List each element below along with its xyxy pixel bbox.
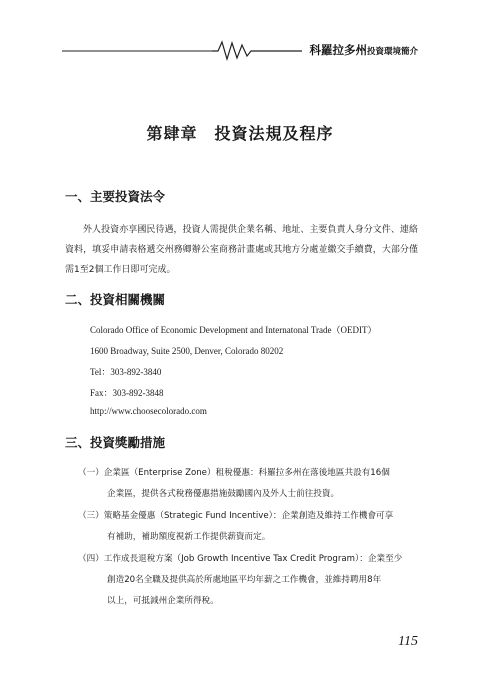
page-number: 115	[398, 634, 418, 649]
chapter-title: 第肆章 投資法規及程序	[146, 124, 334, 143]
section-title-related-agencies: 二、投資相關機關	[65, 292, 166, 307]
agency-name: Colorado Office of Economic Development and Internatonal Trade（OEDIT）	[90, 325, 377, 335]
agency-tel: Tel：303-892-3840	[90, 367, 162, 377]
agency-address: 1600 Broadway, Suite 2500, Denver, Colorado 80202	[90, 346, 284, 356]
section-title-incentives: 三、投資獎勵措施	[65, 435, 166, 450]
incentive-item-strategic-fund: （三）策略基金優惠（Strategic Fund Incentive）：企業創造及維持工作機會可享 有補助，補助額度視新工作提供薪資而定。	[78, 511, 394, 542]
running-header	[62, 38, 418, 62]
agency-fax: Fax：303-892-3848	[90, 388, 164, 398]
section-title-investment-laws: 一、主要投資法令	[65, 189, 166, 204]
agency-website-link[interactable]: http://www.choosecolorado.com	[90, 406, 207, 416]
incentive-item-enterprise-zone: （一）企業區（Enterprise Zone）租稅優惠：科羅拉多州在落後地區共設有16個 企業區，提供各式稅務優惠措施鼓勵國內及外人士前往投資。	[78, 468, 390, 499]
investment-laws-paragraph: 外人投資亦享國民待遇，投資人需提供企業名稱、地址、主要負責人身分文件、連絡資料，填妥申請表格遞交州務卿辦公室商務計畫處或其地方分處並繳交手續費，大部分僅需1至2個工作日即可完成。	[65, 225, 418, 275]
incentive-item-job-growth-tax-credit: （四）工作成長退稅方案（Job Growth Incentive Tax Credit Program）：企業至少 創造20名全職及提供高於所處地區平均年薪之工作機會，並維持聘用8年 以上，可抵減州企業所得稅。	[78, 554, 403, 606]
header-title: 科羅拉多州投資環境簡介	[309, 43, 418, 57]
